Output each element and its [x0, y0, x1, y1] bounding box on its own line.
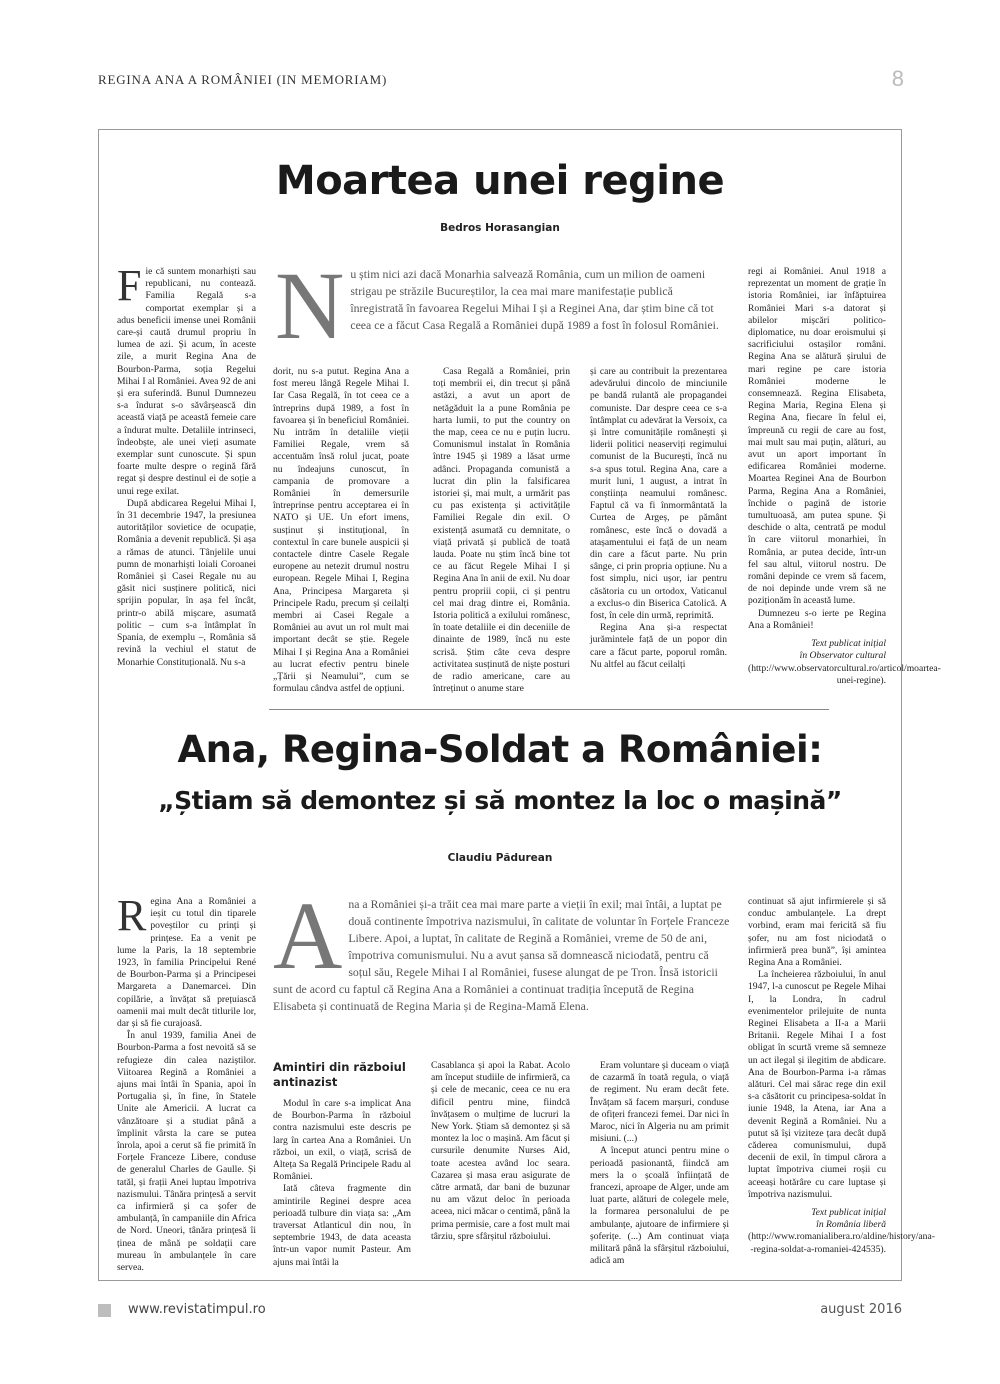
article1-lead	[275, 252, 727, 359]
article1-col4-p2: Regina Ana și-a respectat jurămintele față de un popor din care a făcut parte, poporul român. Nu altfel au făcut ceilalți	[590, 622, 727, 670]
article1-title: Moartea unei regine	[275, 158, 725, 204]
article2-column-2	[273, 1060, 411, 1274]
article2-subtitle: „Știam să demontez și să montez la loc o mașină”	[158, 786, 842, 815]
article1-author: Bedros Horasangian	[440, 222, 560, 234]
dropcap: R	[117, 891, 147, 940]
article1-col1-text: ie că suntem monarhiști sau republicani, nu contează. Familia Regală s-a comportat exemplar și a adus beneficii imense unei Românii care-și caută drumul propriu în lumea de azi. Și acum, în aceste zile, a murit Regina Ana de Bourbon-Parma, soția Regelui Mihai I al României. Avea 92 de ani și era suferindă. Bunul Dumnezeu s-a îndurat s-o săvârșească din această viață pe această femeie care a îndurat multe. Detaliile intrinseci, îndeobște, ale unei vieți asumate exemplar sunt cunoscute. Și spun foarte multe despre o regină fără regat și despre destinul ei de soție a unui rege exilat.	[117, 266, 256, 497]
dropcap: F	[117, 261, 142, 310]
article2-col2-text: Modul în care s-a implicat Ana de Bourbon-Parma în războiul contra nazismului este descris pe larg în cartea Ana a României. Un război, un exil, o viață, scrisă de Alteța Sa Regală Principele Radu al României.	[273, 1098, 411, 1183]
article1-source-url: (http://www.observatorcultural.ro/articol/moartea-unei-regine).	[748, 662, 941, 686]
article2-col5-text: continuat să ajut infirmierele și să conduc ambulanțele. La drept vorbind, eram mai fericită să fiu șofer, nu am fost niciodată o infirmieră prea bună”, își amintea Regina Ana a României.	[748, 896, 886, 969]
article-frame	[98, 129, 941, 1281]
article2-lead	[273, 882, 731, 1044]
article1-column-5	[748, 266, 941, 692]
running-head: REGINA ANA A ROMÂNIEI (IN MEMORIAM)	[98, 72, 388, 87]
article1-column-2	[273, 366, 409, 695]
article2-column-1	[117, 891, 256, 1274]
article2-source-url: (http://www.romanialibera.ro/aldine/history/ana--regina-soldat-a-romaniei-424535).	[748, 1231, 935, 1255]
article1-col1-p2: După abdicarea Regelui Mihai I, în 31 decembrie 1947, la presiunea autorităților sovietice de ocupație, România a devenit republică. Și așa a rămas de atunci. Tânjelile unui pumn de monarhiști loiali Coroanei României și Casei Regale nu au găsit nici susținere politică, nici sprijin popular, în așa fel încât, printr-o abilă mișcare, asumată politic – cum s-a întâmplat în Spania, de exemplu –, România să revină la vechiul el statut de Monarhie Constituțională. Nu s-a	[117, 497, 256, 668]
article1-column-3	[433, 366, 570, 695]
article2-source-line1: Text publicat inițial	[811, 1207, 886, 1219]
footer-square-icon	[98, 1304, 111, 1317]
lead-dropcap: N	[275, 252, 345, 359]
article2-column-5	[748, 896, 935, 1272]
article1-col3-text: Casa Regală a României, prin toți membrii ei, din trecut și până astăzi, a avut un aport de netăgăduit la a pune România pe harta lumii, to put the country on the map, ceea ce nu e puțin lucru. Comunismul instalat în România între 1945 și 1989 a lăsat urme adânci. Propaganda comunistă a lucrat din plin la falsificarea istoriei și, mai mult, a urmărit pas cu pas existența și activitățile Familiei Regale din exil. O existență asumată cu demnitate, o viață privată și publică de toată lauda. Poate nu știm încă bine tot ce au făcut Regele Mihai I și Regina Ana în anii de exil. Nu doar pentru propriii copii, ci și pentru cel mai drag dintre ei, România. Istoria politică a exilului românesc, în toate detaliile ei din deceniile de dinainte de 1989, încă nu este scrisă. Știm câte ceva despre activitatea susținută de niște posturi de radio americane, care au întreținut o anume stare	[433, 366, 570, 695]
article2-col4-p2: A început atunci pentru mine o perioadă pasionantă, fiindcă am mers la o școală înființată de francezi, aproape de Alger, unde am luat parte, alături de colegele mele, la formarea personalului de pe ambulanțe, ajutoare de infirmiere și șoferițe. (...) Am continuat viața militară până la sfârșitul războiului, adică am	[590, 1145, 729, 1267]
article1-col2-text: dorit, nu s-a putut. Regina Ana a fost mereu lângă Regele Mihai I. Iar Casa Regală, în tot ceea ce a întreprins după 1989, a fost în favoarea și în beneficiul României. Nu intrăm în detaliile vieții Familiei Regale, vrem să accentuăm însă rolul jucat, poate nu îndeajuns cunoscut, în campania de promovare a României în demersurile întreprinse pentru acceptarea ei în NATO și UE. Un efort imens, susținut și instituțional, în contextul în care bunele auspicii și contactele dintre Casele Regale europene au netezit drumul nostru european. Regele Mihai I, Regina Ana, Principesa Margareta și Principele Radu, precum și ceilalți membri ai Casei Regale a României au avut un rol mult mai important decât se știe. Regele Mihai I și Regina Ana a României au lucrat efectiv pentru binele „Țării și Neamului”, cum se formulau cândva astfel de opțiuni.	[273, 366, 409, 695]
article1-column-1	[117, 261, 256, 692]
article2-col1-p2: În anul 1939, familia Anei de Bourbon-Parma a fost nevoită să se refugieze din calea naziștilor. Viitoarea Regină a României a ajuns mai întâi în Spania, apoi în Portugalia și, în fine, în Statele Unite ale Americii. A lucrat ca vânzătoare și a studiat până a împlinit vârsta la care se putea înrola, apoi a cerut să fie primită în Forțele Franceze Libere, conduse de generalul Charles de Gaulle. Și tatăl, și frații Anei luptau împotriva nazismului. Tânăra prințesă a servit ca infirmieră și ca șofer de ambulanță, în campaniile din Africa de Nord. Uneori, tânăra prințesă îi ținea de mână pe soldații care mureau în ambulanțele în care servea.	[117, 1030, 256, 1274]
article-divider	[269, 709, 829, 710]
article2-source-line2: în România liberă	[816, 1219, 886, 1231]
article2-lead-text: na a României și-a trăit cea mai mare parte a vieții în exil; mai întâi, a luptat pe două continente împotriva nazismului, în calitate de voluntar în Forțele Franceze Libere. Apoi, a luptat, în calitate de Regină a României, vreme de 50 de ani, împotriva comunismului. Nu a avut șansa să domnească niciodată, pentru că soțul său, Regele Mihai I al României, fusese alungat de pe Tron. Însă istoricii sunt de acord cu faptul că Regina Ana a României a continuat tradiția începută de Regina Elisabeta și continuată de Regina Maria și de Regina-Mamă Elena.	[273, 897, 730, 1013]
article2-title: Ana, Regina-Soldat a României:	[177, 728, 823, 771]
article2-col4-text: Eram voluntare și duceam o viață de cazarmă în toată regula, o viață de regiment. Nu eram decât fete. Învățam să facem marșuri, conduse de ofițeri francezi femei. Dar nici în Maroc, nici în Algeria nu am primit misiuni. (...)	[590, 1060, 729, 1145]
article2-col3-text: Casablanca și apoi la Rabat. Acolo am început studiile de infirmieră, ca și cele de mecanic, ceea ce nu era dificil pentru mine, fiindcă învățasem o mulțime de lucruri la New York. Știam să demontez și să montez la loc o mașină. Am făcut și cursurile denumite Nurses Aid, toate acestea având loc seara. Cazarea și masa erau asigurate de către armată, dar bani de buzunar nu am văzut deloc în perioada aceea, nici măcar o centimă, până la prima permisie, care a fost mult mai târziu, spre sfârșitul războiului.	[431, 1060, 570, 1242]
footer-issue-date: august 2016	[820, 1302, 902, 1317]
article2-col2-p2: Iată câteva fragmente din amintirile Reginei despre acea perioadă tulbure din viața sa: „Am traversat Atlanticul din nou, în septembrie 1943, de data aceasta într-un vapor numit Pasteur. Am ajuns mai întâi la	[273, 1183, 411, 1268]
article2-column-4	[590, 1060, 729, 1274]
article1-col4-text: și care au contribuit la prezentarea adevărului dincolo de minciunile pe bandă rulantă ale propagandei comuniste. Dar despre ceea ce s-a întâmplat cu adevărat la Versoix, ca și între comunitățile românești și liderii politici neaserviți regimului comunist de la București, încă nu s-a spus totul. Regina Ana, care a murit luni, 1 august, a intrat în conștiința neamului românesc. Faptul că va fi înmormântată la Curtea de Argeș, pe pământ românesc, este încă o dovadă a atașamentului ei față de un neam din care a făcut parte. Nu prin sânge, ci prin propria opțiune. Nu a fost simplu, nici ușor, iar pentru căsătoria cu un ortodox, Vaticanul a exclus-o din Biserica Catolică. A fost, în cele din urmă, reprimită.	[590, 366, 727, 622]
article1-source-line1: Text publicat inițial	[811, 638, 886, 650]
article1-source-line2: în Observator cultural	[799, 650, 886, 662]
footer-website-link[interactable]: www.revistatimpul.ro	[128, 1302, 266, 1317]
article1-column-4	[590, 366, 727, 692]
article1-col5-text: regi ai României. Anul 1918 a reprezentat un moment de grație în istoria României, iar înfăptuirea României Mari s-a datorat și abilelor mișcări politico-diplomatice, nu doar eroismului și sacrificiului ostașilor români. Regina Ana se alătură șirului de mari regine pe care istoria României moderne le consemnează. Regina Elisabeta, Regina Maria, Regina Elena și Regina Ana, fiecare în felul ei, împreună cu regii de care au fost, mai mult sau mai puțin, alături, au avut un aport important în edificarea României moderne. Moartea Reginei Ana de Bourbon Parma, Regina Ana a României, închide o pagină de istorie tumultuoasă, am putea spune. Și deschide o alta, centrată pe modul în care viitorul monarhiei, în România, ar putea decide, într-un fel sau altul, viitorul nostru. De români depinde ce vrem să facem, de noi depinde unde vrem să ne poziționăm în această lume.	[748, 266, 886, 607]
page-number: 8	[891, 66, 904, 91]
article2-column-3	[431, 1060, 570, 1274]
article2-col1-text: egina Ana a României a ieșit cu totul din tiparele poveștilor cu prinți și prințese. Ea a venit pe lume la Paris, la 18 septembrie 1923, în familia Principelui René de Bourbon-Parma și a Principesei Margareta a Danemarcei. Din copilărie, a învățat să prețuiască oamenii mai mult decât titlurile lor, dar și să fie curajoasă.	[117, 896, 256, 1030]
article2-col5-p2: La încheierea războiului, în anul 1947, l-a cunoscut pe Regele Mihai I, la Londra, în cadrul evenimentelor prilejuite de nunta Reginei Elisabeta a II-a a Marii Britanii. Regele Mihai I a fost obligat în scurtă vreme să semneze un act ilegal și ilegitim de abdicare. Ana de Bourbon-Parma i-a rămas alături. Cel mai sărac rege din exil s-a căsătorit cu principesa-soldat în iunie 1948, la Atena, iar Ana a devenit Regină a României. Nu a putut să își viziteze țara decât după căderea comunismului, după decenii de exil, în timpul cărora a luptat împotriva ciumei roșii cu aceeași hotărâre cu care luptase și împotriva nazismului.	[748, 969, 886, 1200]
lead-dropcap: A	[273, 882, 343, 989]
article1-col5-p2: Dumnezeu s-o ierte pe Regina Ana a României!	[748, 607, 886, 631]
article1-lead-text: u știm nici azi dacă Monarhia salvează România, cum un milion de oameni strigau pe străzile Bucureștilor, la cea mai mare manifestație publică înregistrată în favoarea Regelui Mihai I și a Reginei Ana, dar știm bine că tot ceea ce a făcut Casa Regală a României după 1989 a fost în folosul României.	[350, 267, 719, 332]
article2-subheading: Amintiri din războiul antinazist	[273, 1060, 406, 1089]
article2-author: Claudiu Pădurean	[447, 852, 553, 864]
